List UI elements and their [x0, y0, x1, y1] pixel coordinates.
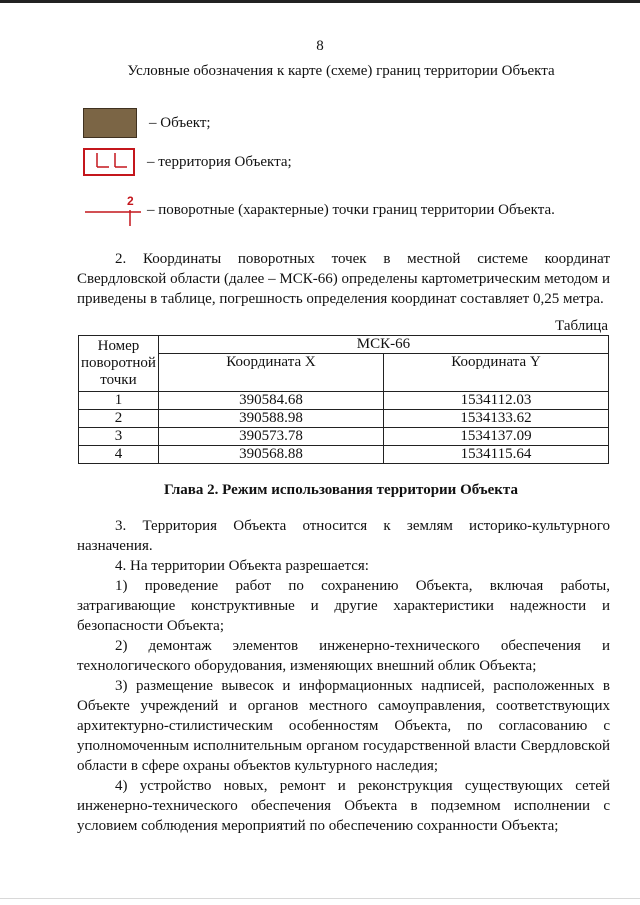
- legend-label-territory: – территория Объекта;: [147, 153, 292, 170]
- table-row: 1 390584.68 1534112.03: [79, 392, 609, 410]
- list-item: 1) проведение работ по сохранению Объекта, включая работы, затрагивающие конструктивные и другие характеристики надежности и безопасности Объекта;: [77, 578, 610, 634]
- table-row: 3 390573.78 1534137.09: [79, 428, 609, 446]
- legend-item-territory: [83, 148, 292, 176]
- turning-point-marker-icon: [83, 193, 143, 227]
- regime-text: [77, 516, 610, 836]
- object-swatch-icon: [83, 108, 137, 138]
- territory-swatch-icon: [83, 148, 135, 176]
- turning-point-number: 2: [127, 194, 134, 208]
- page-number: 8: [316, 38, 324, 54]
- paragraph: 4. На территории Объекта разрешается:: [115, 558, 369, 574]
- list-item: 3) размещение вывесок и информационных надписей, расположенных в Объекте учреждений и органов местного самоуправления, соответствующих архитектурно-стилистическим особенностям Объекта, по согласованию с уполномоченным исполнительным органом государственной власти Свердловской области в сфере охраны объектов культурного наследия;: [77, 678, 610, 774]
- table-row: 4 390568.88 1534115.64: [79, 446, 609, 464]
- legend-title: Условные обозначения к карте (схеме) границ территории Объекта: [127, 63, 555, 79]
- legend-label-turning-point: – поворотные (характерные) точки границ территории Объекта.: [147, 201, 555, 218]
- list-item: 4) устройство новых, ремонт и реконструкция существующих сетей инженерно-технического обеспечения Объекта в подземном исполнении с условием соблюдения мероприятий по обеспечению сохранности Объекта;: [77, 778, 610, 834]
- coordinates-table: [78, 335, 609, 464]
- table-row: 2 390588.98 1534133.62: [79, 410, 609, 428]
- chapter-title: Глава 2. Режим использования территории Объекта: [164, 482, 518, 498]
- table-label: Таблица: [555, 318, 608, 334]
- territory-hatch-icon: [85, 150, 133, 174]
- list-item: 2) демонтаж элементов инженерно-технического обеспечения и технологического оборудования, изменяющих внешний облик Объекта;: [77, 638, 610, 674]
- paragraph: 3. Территория Объекта относится к землям историко-культурного назначения.: [77, 518, 610, 554]
- legend-item-turning-point: [83, 193, 555, 227]
- header-coordinate-y: Координата Y: [383, 354, 608, 392]
- header-coordinate-system: МСК-66: [158, 336, 608, 354]
- scan-top-edge: [0, 0, 640, 3]
- header-coordinate-x: Координата X: [158, 354, 383, 392]
- scan-bottom-edge: [0, 898, 640, 899]
- coordinates-paragraph: 2. Координаты поворотных точек в местной системе координат Свердловской области (далее – МСК-66) определены картометрическим методом и приведены в таблице, погрешность определения координат составляет 0,25 метра.: [77, 251, 610, 307]
- header-point-number: Номер поворотной точки: [79, 336, 159, 392]
- legend-item-object: [83, 108, 211, 138]
- legend-label-object: – Объект;: [149, 114, 211, 131]
